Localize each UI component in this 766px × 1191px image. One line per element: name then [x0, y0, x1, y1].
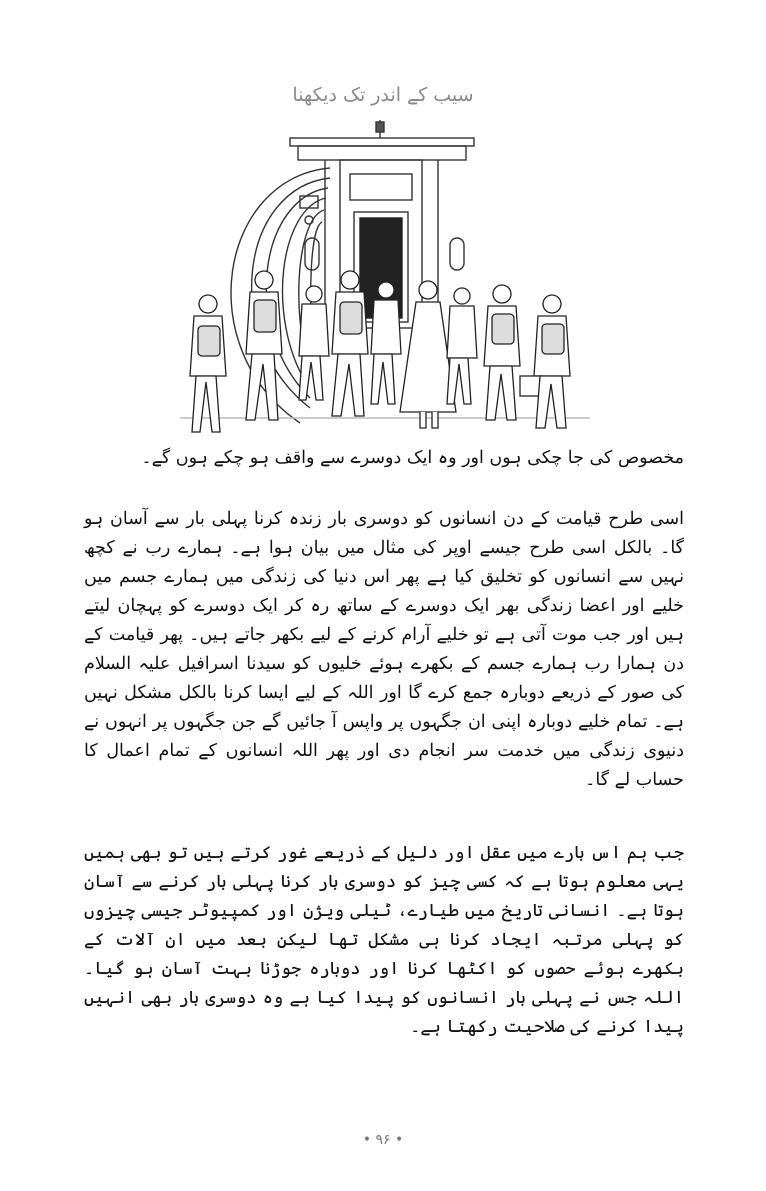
paragraph: جب ہم اس بارے میں عقل اور دلیل کے ذریعے غور کرتے ہیں تو بھی ہمیں یہی معلوم ہوتا ہے کہ کسی چیز کو دوسری بار کرنا پہلی بار کرنے سے آسان ہوتا ہے۔ انسانی تاریخ میں طیارے، ٹیلی ویژن اور کمپیوٹر جیسی چیزوں کو پہلی مرتبہ ایجاد کرنا ہی مشکل تھا لیکن بعد میں ان آلات کے بکھرے ہوئے حصوں کو اکٹھا کرنا اور دوبارہ جوڑنا بہت آسان ہو گیا۔ اللہ جس نے پہلی بار انسانوں کو پیدا کیا ہے وہ دوسری بار بھی انہیں پیدا کرنے کی صلاحیت رکھتا ہے۔: [84, 843, 684, 1037]
chapter-title: سیب کے اندر تک دیکھنا: [292, 84, 474, 106]
paragraph-resurrection: [84, 505, 684, 795]
paragraph-continuation: [84, 444, 684, 473]
paragraph: اسی طرح قیامت کے دن انسانوں کو دوسری بار زندہ کرنا پہلی بار سے آسان ہو گا۔ بالکل اسی طرح جیسے اوپر کی مثال میں بیان ہوا ہے۔ ہمارے رب نے کچھ نہیں سے انسانوں کو تخلیق کیا ہے پھر اس دنیا کی زندگی میں ہمارے جسم میں خلیے اور اعضا زندگی بھر ایک دوسرے کے ساتھ رہ کر ایک دوسرے کو پہچان لیتے ہیں اور جب موت آتی ہے تو خلیے آرام کرنے کے لیے بکھر جاتے ہیں۔ پھر قیامت کے دن ہمارا رب ہمارے جسم کے بکھرے ہوئے خلیوں کو سیدنا اسرافیل علیہ السلام کی صور کے ذریعے دوبارہ جمع کرے گا اور اللہ کے لیے ایسا کرنا بالکل مشکل نہیں ہے۔ تمام خلیے دوبارہ اپنی ان جگہوں پر واپس آ جائیں گے جن جگہوں پر انہوں نے دنیوی زندگی میں خدمت سر انجام دی اور پھر اللہ انسانوں کے تمام اعمال کا حساب لے گا۔: [84, 509, 684, 790]
page-number: • ۹۶ •: [362, 1132, 404, 1148]
students-walking-through-scanner-gate-illustration: [180, 118, 590, 440]
paragraph-reasoning: [84, 839, 684, 1042]
paragraph: مخصوص کی جا چکی ہوں اور وہ ایک دوسرے سے واقف ہو چکے ہوں گے۔: [141, 448, 684, 468]
